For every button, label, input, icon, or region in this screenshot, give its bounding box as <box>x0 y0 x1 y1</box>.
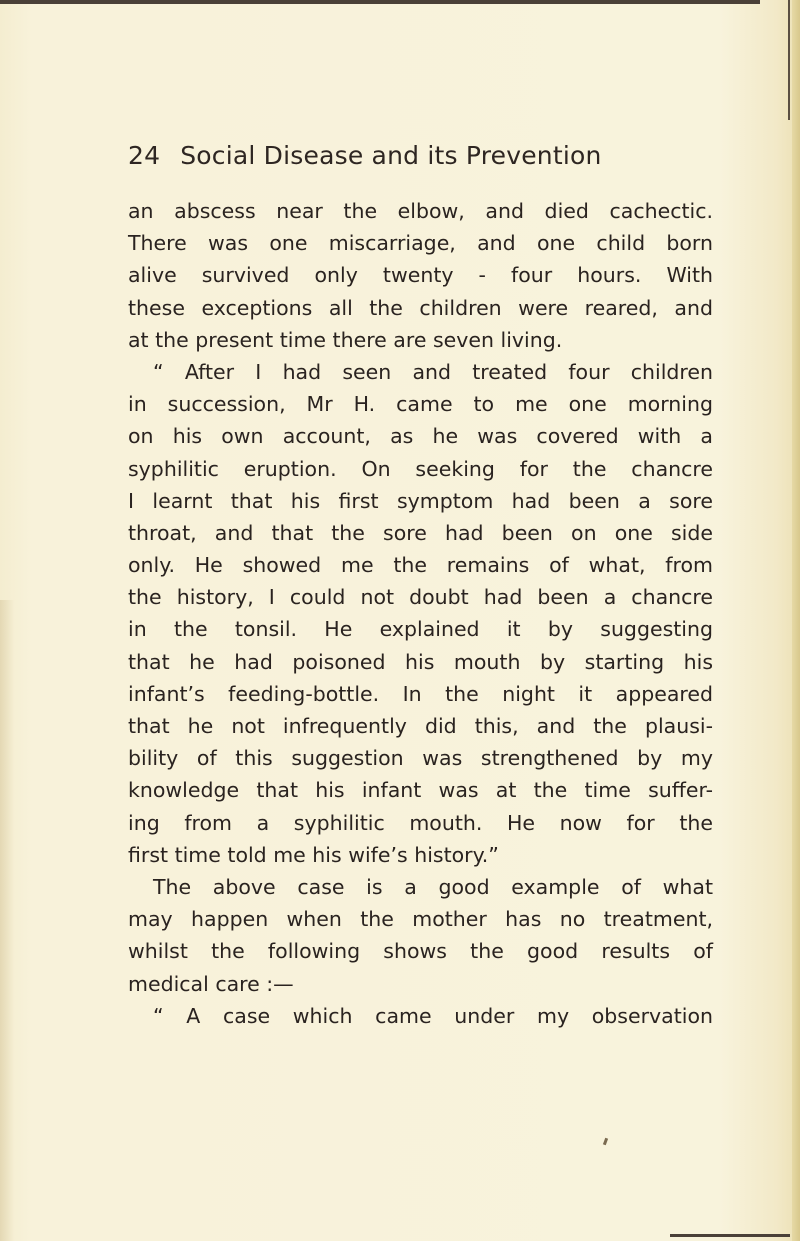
running-head <box>128 141 602 170</box>
text-line: only. He showed me the remains of what, from <box>128 553 713 578</box>
text-line: knowledge that his infant was at the time suffer- <box>128 778 713 803</box>
text-line: bility of this suggestion was strengthened by my <box>128 746 713 771</box>
left-gutter-shadow <box>0 600 14 1241</box>
text-line: The above case is a good example of what <box>153 874 713 899</box>
text-line: that he not infrequently did this, and the plausi- <box>128 714 713 738</box>
right-edge-line <box>788 0 790 120</box>
page-number: 24 <box>128 141 161 170</box>
text-line: the history, I could not doubt had been a chancre <box>128 585 713 610</box>
text-line: infant’s feeding-bottle. In the night it appeared <box>128 681 713 706</box>
running-title: Social Disease and its Prevention <box>180 141 602 170</box>
text-line: in the tonsil. He explained it by suggesting <box>128 617 713 642</box>
text-line: may happen when the mother has no treatment, <box>128 907 713 932</box>
text-line: medical care :— <box>128 971 294 996</box>
text-line: first time told me his wife’s history.” <box>128 842 499 867</box>
text-line: whilst the following shows the good results of <box>128 939 713 964</box>
text-line: “ After I had seen and treated four children <box>153 359 713 384</box>
text-line: I learnt that his first symptom had been a sore <box>128 488 713 513</box>
text-line: that he had poisoned his mouth by starting his <box>128 649 713 674</box>
text-line: on his own account, as he was covered with a <box>128 424 713 449</box>
right-page-edge <box>792 0 800 1241</box>
body-text <box>128 195 713 1032</box>
bottom-page-edge <box>670 1234 790 1237</box>
text-line: an abscess near the elbow, and died cachectic. <box>128 199 713 223</box>
text-line: in succession, Mr H. came to me one morning <box>128 392 713 417</box>
text-line: syphilitic eruption. On seeking for the chancre <box>128 456 713 481</box>
text-line: There was one miscarriage, and one child born <box>128 231 713 256</box>
top-page-edge <box>0 0 760 4</box>
text-line: at the present time there are seven living. <box>128 327 563 352</box>
ink-speck <box>603 1138 608 1146</box>
text-line: ing from a syphilitic mouth. He now for the <box>128 810 713 835</box>
text-line: alive survived only twenty - four hours. With <box>128 263 713 288</box>
text-line: throat, and that the sore had been on one side <box>128 520 713 545</box>
text-line: “ A case which came under my observation <box>153 1003 713 1028</box>
text-line: these exceptions all the children were reared, and <box>128 295 713 320</box>
